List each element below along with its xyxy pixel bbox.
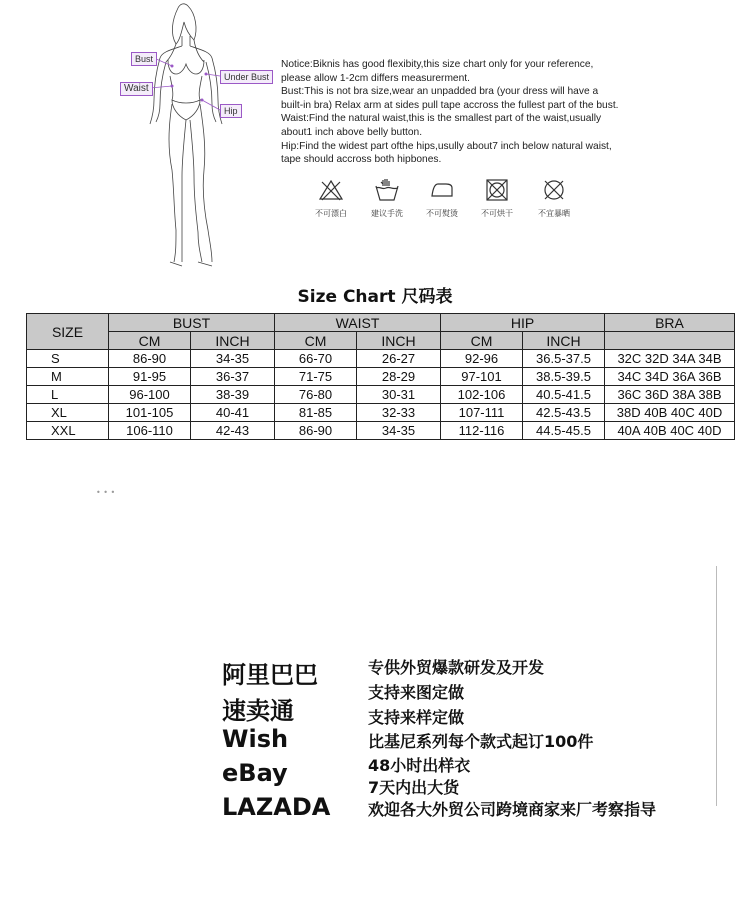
table-cell: 38.5-39.5 (523, 368, 605, 386)
unit-header: CM (441, 332, 523, 350)
platform-name: LAZADA (222, 793, 331, 821)
table-cell: 40.5-41.5 (523, 386, 605, 404)
hip-tag: Hip (220, 104, 242, 118)
hand-wash-icon (374, 178, 400, 202)
no-iron-icon (429, 178, 455, 202)
size-rows (27, 350, 735, 440)
service-line: 专供外贸爆款研发及开发 (368, 658, 545, 677)
notice-line: tape should accross both hipbones. (281, 154, 442, 166)
table-cell: 107-111 (441, 404, 523, 422)
table-cell: 112-116 (441, 422, 523, 440)
care-label: 建议手洗 (371, 209, 403, 218)
unit-header: INCH (191, 332, 275, 350)
notice-line: Waist:Find the natural waist,this is the smallest part of the waist,usually (281, 113, 602, 125)
notice-line: Hip:Find the widest part ofthe hips,usully about7 inch below natural waist, (281, 140, 612, 152)
platform-name: 速卖通 (222, 697, 294, 725)
care-label: 不可烘干 (481, 209, 513, 218)
size-chart-table (26, 313, 735, 440)
measurement-figure (110, 0, 290, 270)
care-label: 不可漂白 (315, 209, 347, 218)
table-cell: 30-31 (357, 386, 441, 404)
table-cell: 71-75 (275, 368, 357, 386)
unit-header: INCH (357, 332, 441, 350)
table-cell: 106-110 (109, 422, 191, 440)
table-cell: 86-90 (109, 350, 191, 368)
notice-line: please allow 1-2cm differs measurerment. (281, 72, 470, 84)
table-cell: 44.5-45.5 (523, 422, 605, 440)
table-cell: 81-85 (275, 404, 357, 422)
table-cell: 66-70 (275, 350, 357, 368)
table-cell: 34-35 (357, 422, 441, 440)
table-cell: 34-35 (191, 350, 275, 368)
table-cell: 101-105 (109, 404, 191, 422)
table-row (27, 386, 735, 404)
stray-dots: • • • (96, 488, 116, 497)
table-cell: 92-96 (441, 350, 523, 368)
table-cell: 26-27 (357, 350, 441, 368)
notice-line: Bust:This is not bra size,wear an unpadded bra (your dress will have a (281, 86, 599, 98)
table-cell: 76-80 (275, 386, 357, 404)
table-cell: 40A 40B 40C 40D (605, 422, 735, 440)
platform-name: eBay (222, 759, 288, 787)
service-line: 7天内出大货 (368, 778, 460, 797)
care-item-no-bleach (303, 178, 359, 219)
care-label: 不可熨烫 (426, 209, 458, 218)
table-cell: 36.5-37.5 (523, 350, 605, 368)
care-item-no-iron (414, 178, 470, 219)
table-cell: 42-43 (191, 422, 275, 440)
table-row (27, 350, 735, 368)
table-cell: 97-101 (441, 368, 523, 386)
care-label: 不宜暴晒 (538, 209, 570, 218)
table-cell: 36-37 (191, 368, 275, 386)
divider-line (716, 566, 717, 806)
table-row (27, 404, 735, 422)
table-cell: 36C 36D 38A 38B (605, 386, 735, 404)
table-cell: 40-41 (191, 404, 275, 422)
table-cell: 32C 32D 34A 34B (605, 350, 735, 368)
service-line: 支持来图定做 (368, 683, 465, 702)
unit-header: CM (275, 332, 357, 350)
unit-header: CM (109, 332, 191, 350)
notice-line: built-in bra) Relax arm at sides pull tape accross the fullest part of the bust. (281, 99, 619, 111)
unit-header: INCH (523, 332, 605, 350)
table-header-row (27, 314, 735, 332)
under-bust-tag: Under Bust (220, 70, 273, 84)
table-cell: 91-95 (109, 368, 191, 386)
table-row (27, 422, 735, 440)
table-cell: 96-100 (109, 386, 191, 404)
waist-header: WAIST (275, 314, 441, 332)
table-cell: 38-39 (191, 386, 275, 404)
no-bleach-icon (318, 178, 344, 202)
no-tumble-dry-icon (484, 178, 510, 202)
size-chart-title: Size Chart 尺码表 (297, 287, 453, 307)
service-line: 48小时出样衣 (368, 756, 471, 775)
hip-header: HIP (441, 314, 605, 332)
platform-name: Wish (222, 725, 289, 753)
bra-header: BRA (605, 314, 735, 332)
care-item-no-tumble-dry (469, 178, 525, 219)
no-sun-dry-icon (541, 178, 567, 202)
table-cell: XL (27, 404, 109, 422)
service-line: 比基尼系列每个款式起订100件 (368, 732, 594, 751)
table-row (27, 368, 735, 386)
table-cell: L (27, 386, 109, 404)
table-cell: 102-106 (441, 386, 523, 404)
figure-sketch (110, 0, 290, 270)
table-cell: 86-90 (275, 422, 357, 440)
table-unit-row (27, 332, 735, 350)
care-item-hand-wash (359, 178, 415, 219)
table-cell: M (27, 368, 109, 386)
care-item-no-sun-dry (526, 178, 582, 219)
notice-line: about1 inch above belly button. (281, 126, 423, 138)
table-cell: 28-29 (357, 368, 441, 386)
table-cell: 38D 40B 40C 40D (605, 404, 735, 422)
waist-tag: Waist (120, 82, 153, 96)
service-line: 欢迎各大外贸公司跨境商家来厂考察指导 (368, 800, 657, 819)
notice-line: Notice:Biknis has good flexibity,this size chart only for your reference, (281, 59, 594, 70)
bust-tag: Bust (131, 52, 157, 66)
table-cell: 42.5-43.5 (523, 404, 605, 422)
size-header: SIZE (27, 314, 109, 350)
bra-unit-blank (605, 332, 735, 350)
platform-name: 阿里巴巴 (222, 661, 318, 689)
table-cell: XXL (27, 422, 109, 440)
service-line: 支持来样定做 (368, 708, 465, 727)
measurement-notice (281, 58, 661, 167)
table-cell: 34C 34D 36A 36B (605, 368, 735, 386)
bust-header: BUST (109, 314, 275, 332)
table-cell: 32-33 (357, 404, 441, 422)
table-cell: S (27, 350, 109, 368)
